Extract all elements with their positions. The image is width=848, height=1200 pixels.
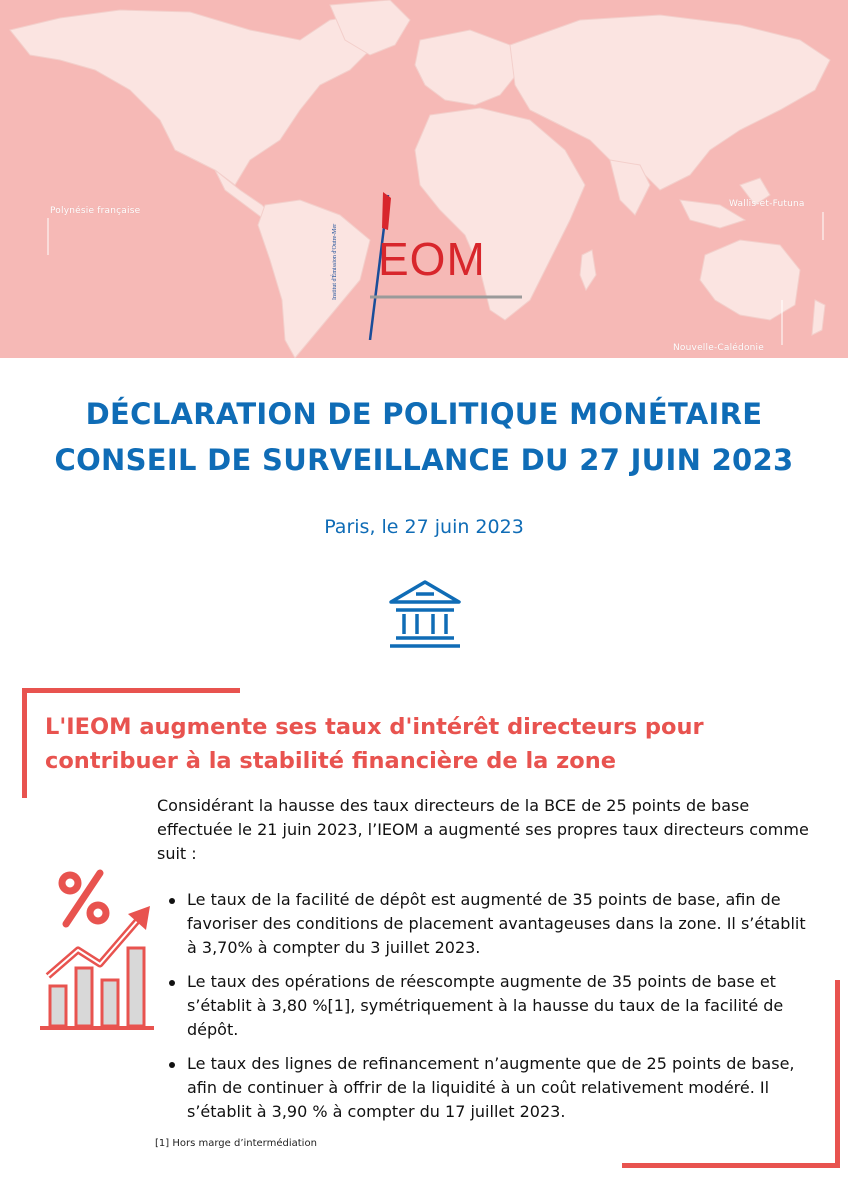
frame-top-left-horizontal — [22, 688, 240, 693]
frame-bottom-right-vertical — [835, 980, 840, 1168]
page-title-line2: CONSEIL DE SURVEILLANCE DU 27 JUIN 2023 — [54, 443, 794, 477]
label-polynesia: Polynésie française — [50, 206, 141, 216]
rate-list — [165, 888, 815, 1134]
page-title-line1: DÉCLARATION DE POLITIQUE MONÉTAIRE — [85, 397, 763, 431]
section-title: L'IEOM augmente ses taux d'intérêt directeurs pour contribuer à la stabilité financière de la zone — [45, 714, 704, 774]
logo-small-text: Institut d'Émission d'Outre-Mer — [332, 223, 338, 300]
list-item: Le taux de la facilité de dépôt est augmenté de 35 points de base, afin de favoriser des conditions de placement avantageuses dans la zone. Il s’établit à 3,70% à compter du 3 juillet 2023. — [165, 888, 815, 960]
intro-paragraph: Considérant la hausse des taux directeurs de la BCE de 25 points de base effectuée le 21 juin 2023, l’IEOM a augmenté ses propres taux directeurs comme suit : — [157, 796, 809, 863]
frame-top-left-vertical — [22, 688, 27, 798]
list-item: Le taux des opérations de réescompte augmente de 35 points de base et s’établit à 3,80 %[1], symétriquement à la hausse du taux de la facilité de dépôt. — [165, 970, 815, 1042]
logo-text: EOM — [378, 233, 486, 285]
list-item: Le taux des lignes de refinancement n’augmente que de 25 points de base, afin de continuer à offrir de la liquidité à un coût relativement modéré. Il s’établit à 3,90 % à compter du 17 juillet 2023. — [165, 1052, 815, 1124]
label-wallis: Wallis-et-Futuna — [729, 199, 805, 209]
frame-bottom-right-horizontal — [622, 1163, 840, 1168]
label-caledonia: Nouvelle-Calédonie — [673, 343, 764, 353]
footnote: [1] Hors marge d’intermédiation — [155, 1138, 317, 1149]
document-date: Paris, le 27 juin 2023 — [324, 516, 524, 538]
ieom-logo — [330, 190, 530, 340]
bank-icon — [386, 578, 464, 652]
map-banner — [0, 0, 848, 358]
percent-growth-chart-icon — [38, 868, 158, 1033]
